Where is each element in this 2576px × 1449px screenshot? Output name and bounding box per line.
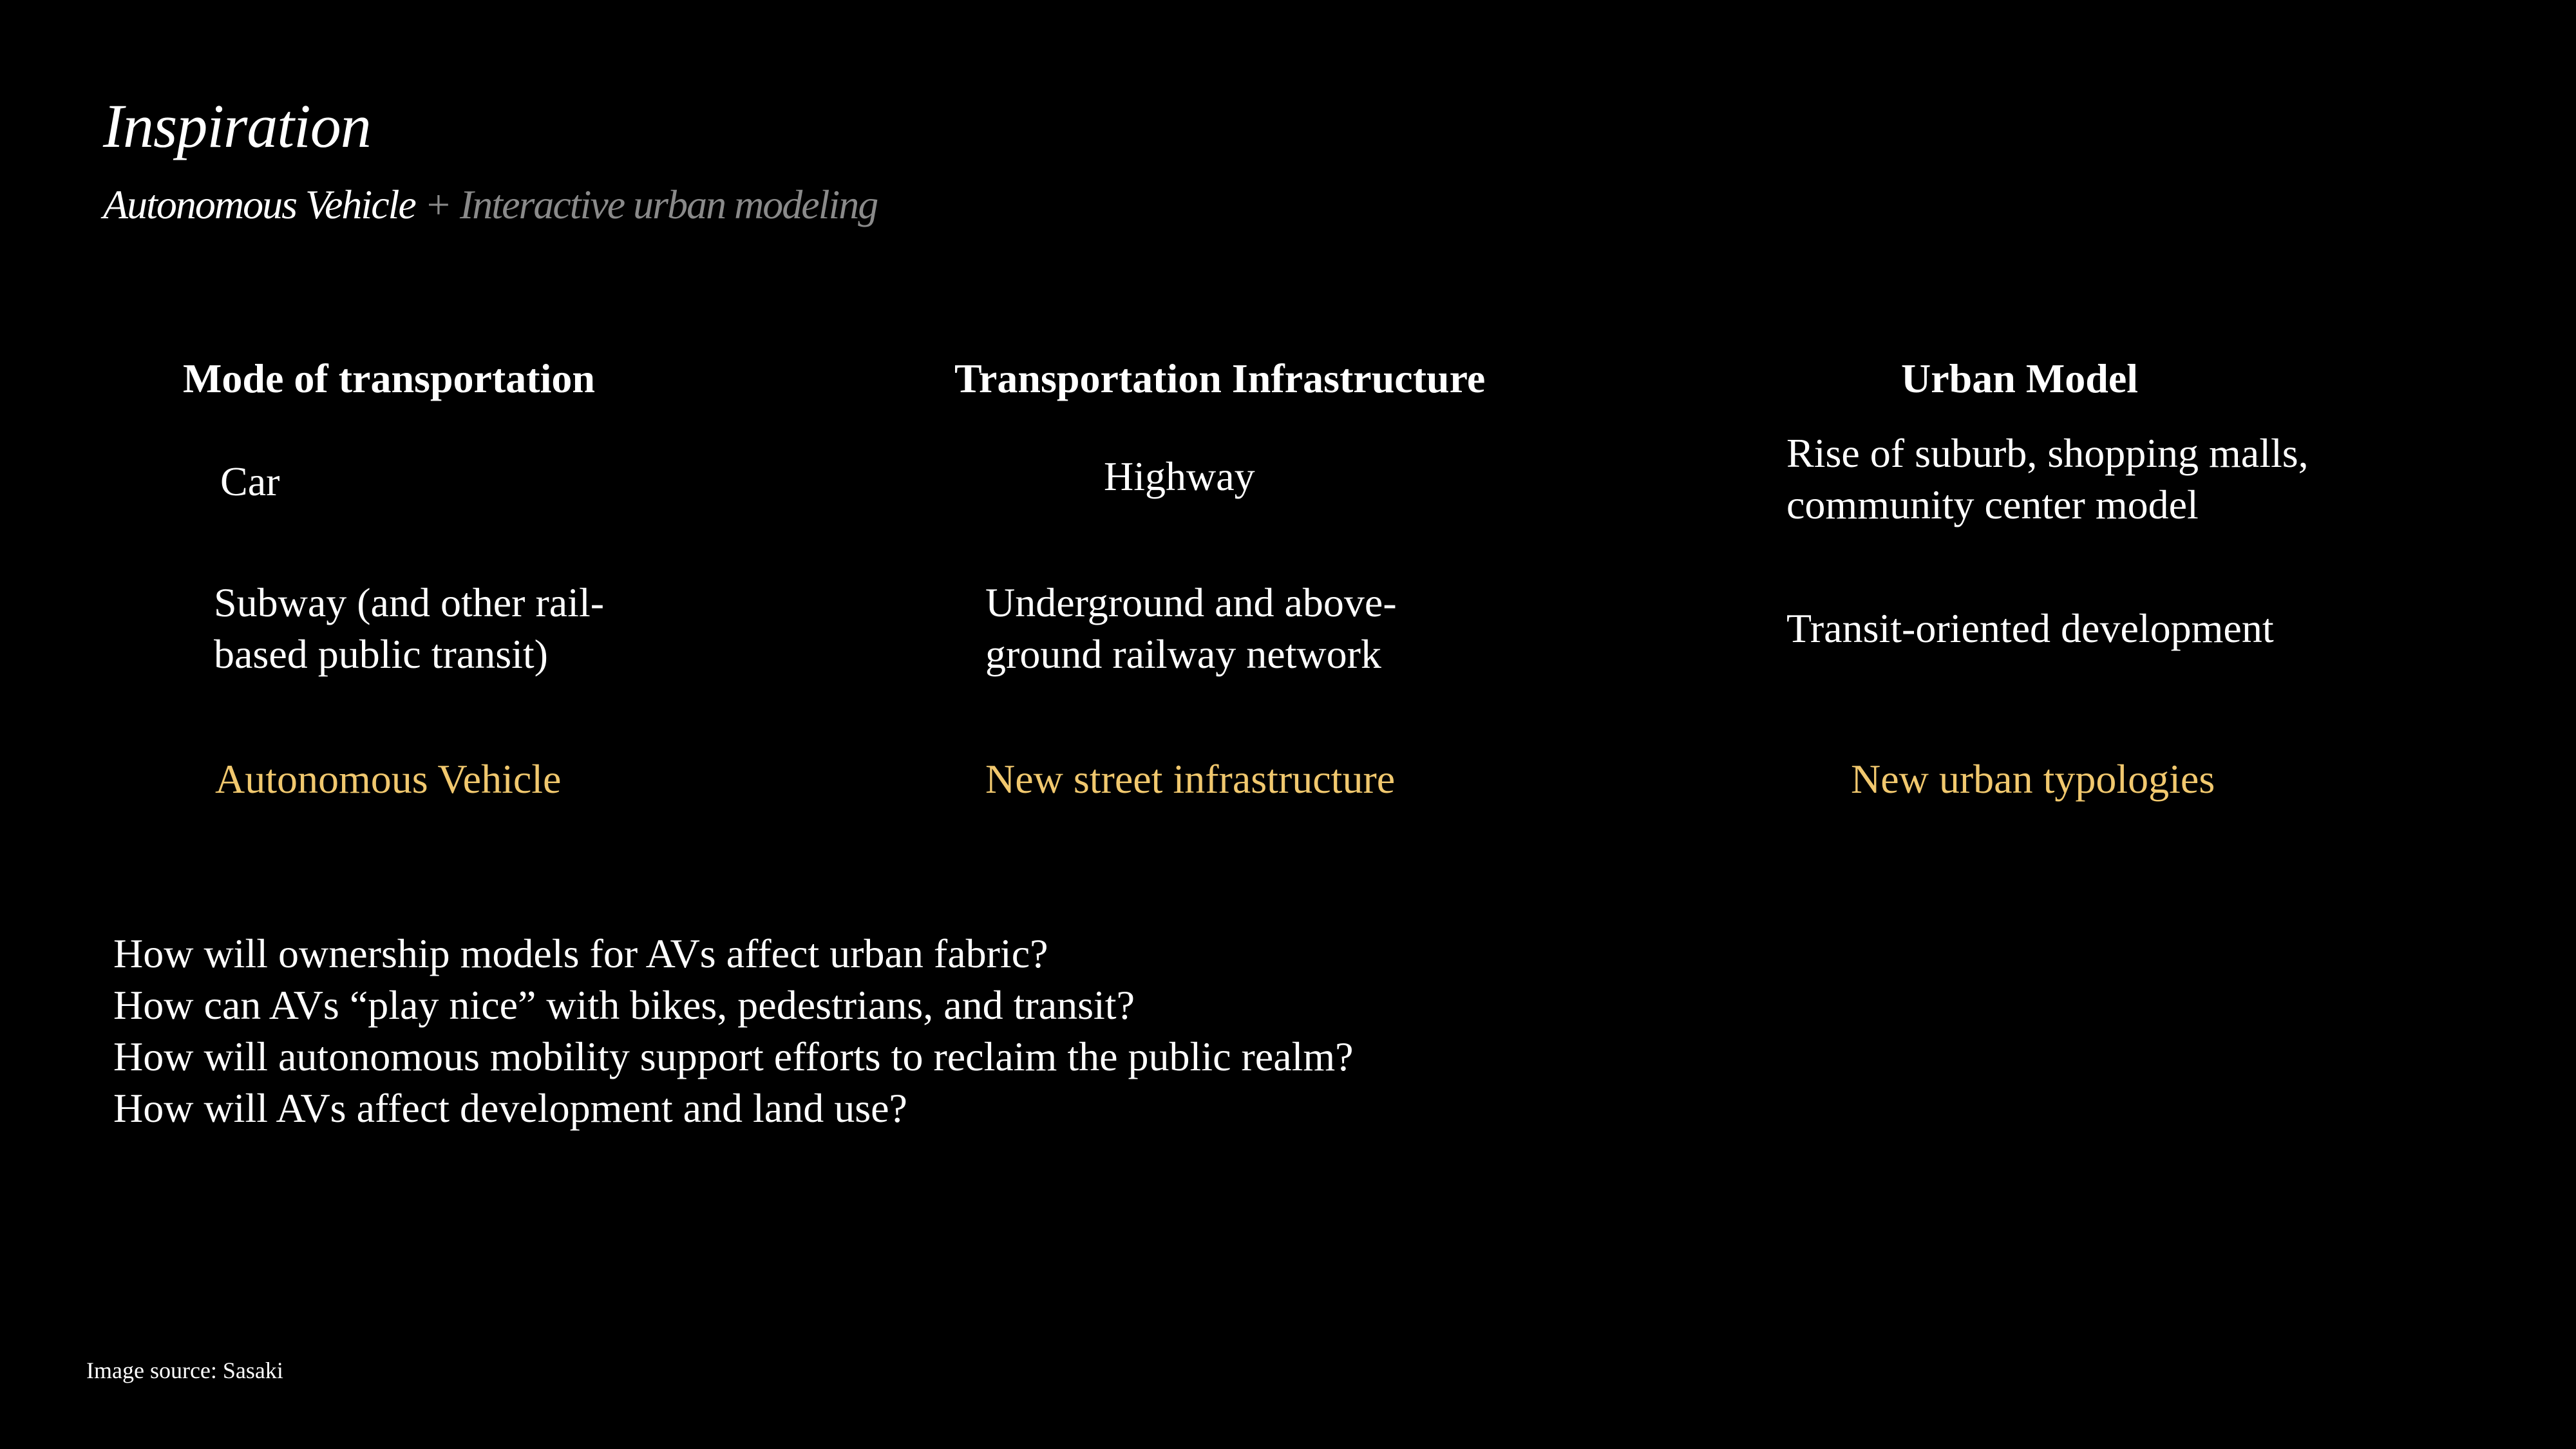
question-item: How can AVs “play nice” with bikes, pedestrians, and transit? bbox=[113, 982, 1135, 1028]
infrastructure-row-railway-line2: ground railway network bbox=[985, 631, 1381, 677]
slide-subtitle bbox=[103, 184, 877, 225]
image-source-caption: Image source: Sasaki bbox=[86, 1358, 283, 1383]
subtitle-secondary: + Interactive urban modeling bbox=[415, 182, 878, 227]
infrastructure-row-railway-line1: Underground and above- bbox=[985, 580, 1397, 625]
urban-row-suburb bbox=[1786, 428, 2309, 531]
mode-row-subway bbox=[214, 577, 604, 680]
mode-row-subway-line2: based public transit) bbox=[214, 631, 548, 677]
mode-row-av: Autonomous Vehicle bbox=[215, 756, 562, 802]
infrastructure-row-new-street: New street infrastructure bbox=[985, 756, 1396, 802]
questions-list bbox=[113, 928, 1354, 1134]
subtitle-primary: Autonomous Vehicle bbox=[103, 182, 415, 227]
question-item: How will ownership models for AVs affect urban fabric? bbox=[113, 931, 1048, 976]
mode-row-car: Car bbox=[220, 459, 280, 504]
urban-row-suburb-line2: community center model bbox=[1786, 482, 2199, 527]
question-item: How will AVs affect development and land use? bbox=[113, 1085, 907, 1131]
column-header-infrastructure: Transportation Infrastructure bbox=[954, 355, 1486, 401]
infrastructure-row-highway: Highway bbox=[1104, 453, 1255, 499]
infrastructure-row-railway bbox=[985, 577, 1397, 680]
question-item: How will autonomous mobility support efforts to reclaim the public realm? bbox=[113, 1034, 1354, 1079]
urban-row-tod: Transit-oriented development bbox=[1786, 605, 2274, 651]
urban-row-new-typologies: New urban typologies bbox=[1851, 756, 2215, 802]
column-header-mode: Mode of transportation bbox=[183, 355, 595, 401]
slide-title: Inspiration bbox=[103, 91, 371, 160]
mode-row-subway-line1: Subway (and other rail- bbox=[214, 580, 605, 625]
urban-row-suburb-line1: Rise of suburb, shopping malls, bbox=[1786, 430, 2309, 476]
column-header-urban-model: Urban Model bbox=[1901, 355, 2138, 401]
